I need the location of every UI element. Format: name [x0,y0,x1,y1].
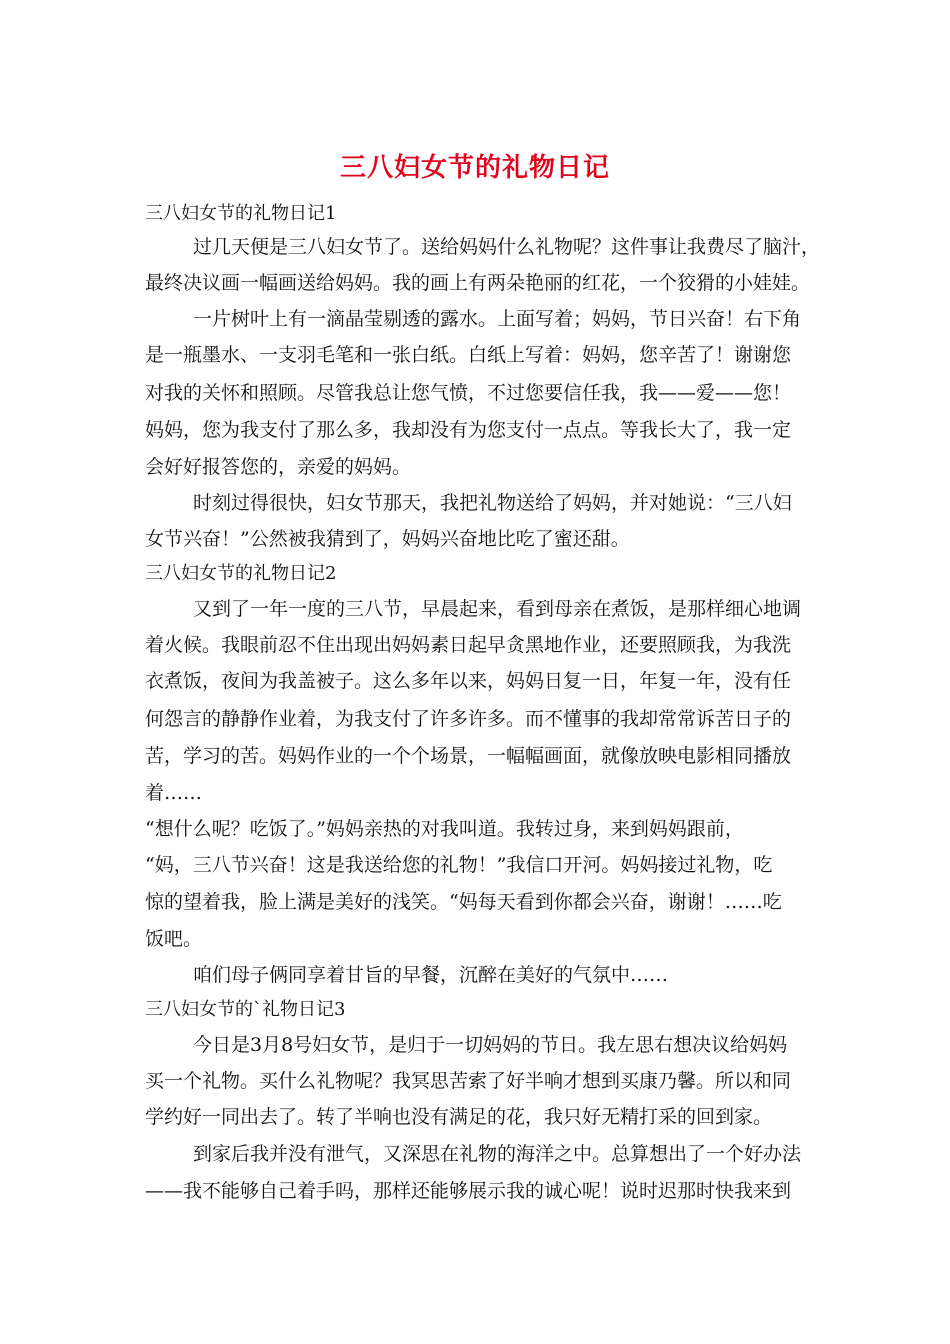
paragraph-line: 对我的关怀和照顾。尽管我总让您气愤，不过您要信任我，我——爱——您！ [145,382,792,404]
paragraph-line: “想什么呢？吃饭了。”妈妈亲热的对我叫道。我转过身，来到妈妈跟前， [145,818,744,840]
paragraph-line: 会好好报答您的，亲爱的妈妈。 [145,456,412,478]
section-heading-1: 三八妇女节的礼物日记1 [145,203,337,224]
document-title: 三八妇女节的礼物日记 [339,153,610,183]
paragraph-line: 妈妈，您为我支付了那么多，我却没有为您支付一点点。等我长大了，我一定 [145,419,792,441]
paragraph-line: 何怨言的静静作业着，为我支付了许多许多。而不懂事的我却常常诉苦日子的 [145,708,792,730]
paragraph-line: 着…… [145,782,203,804]
paragraph-line: 学约好一同出去了。转了半响也没有满足的花，我只好无精打采的回到家。 [145,1106,773,1128]
paragraph-line: 时刻过得很快，妇女节那天，我把礼物送给了妈妈，并对她说：“三八妇 [193,492,792,514]
section-heading-2: 三八妇女节的礼物日记2 [145,563,337,584]
section-heading-3: 三八妇女节的`礼物日记3 [145,999,346,1020]
paragraph-line: 一片树叶上有一滴晶莹剔透的露水。上面写着；妈妈，节日兴奋！右下角 [193,308,802,330]
paragraph-line: 着火候。我眼前忍不住出现出妈妈素日起早贪黑地作业，还要照顾我，为我洗 [145,634,792,656]
paragraph-line: 女节兴奋！”公然被我猜到了，妈妈兴奋地比吃了蜜还甜。 [145,528,630,550]
paragraph-line: 买一个礼物。买什么礼物呢？我冥思苦索了好半响才想到买康乃馨。所以和同 [145,1070,792,1092]
paragraph-line: “妈，三八节兴奋！这是我送给您的礼物！”我信口开河。妈妈接过礼物，吃 [145,854,773,876]
paragraph-line: 过几天便是三八妇女节了。送给妈妈什么礼物呢？这件事让我费尽了脑汁， [193,236,821,258]
paragraph-line: 惊的望着我，脸上满是美好的浅笑。“妈每天看到你都会兴奋，谢谢！……吃 [145,891,782,913]
paragraph-line: 到家后我并没有泄气，又深思在礼物的海洋之中。总算想出了一个好办法 [193,1143,802,1165]
paragraph-line: 是一瓶墨水、一支羽毛笔和一张白纸。白纸上写着：妈妈，您辛苦了！谢谢您 [145,344,792,366]
paragraph-line: 最终决议画一幅画送给妈妈。我的画上有两朵艳丽的红花，一个狡猾的小娃娃。 [145,272,811,294]
paragraph-line: 衣煮饭，夜间为我盖被子。这么多年以来，妈妈日复一日，年复一年，没有任 [145,670,792,692]
paragraph-line: 又到了一年一度的三八节，早晨起来，看到母亲在煮饭，是那样细心地调 [193,598,802,620]
paragraph-line: 苦，学习的苦。妈妈作业的一个个场景，一幅幅画面，就像放映电影相同播放 [145,745,792,767]
paragraph-line: ——我不能够自己着手吗，那样还能够展示我的诚心呢！说时迟那时快我来到 [145,1180,792,1202]
paragraph-line: 今日是3月8号妇女节，是归于一切妈妈的节日。我左思右想决议给妈妈 [193,1034,788,1056]
paragraph-line: 饭吧。 [145,928,203,950]
paragraph-line: 咱们母子俩同享着甘旨的早餐，沉醉在美好的气氛中…… [193,964,669,986]
